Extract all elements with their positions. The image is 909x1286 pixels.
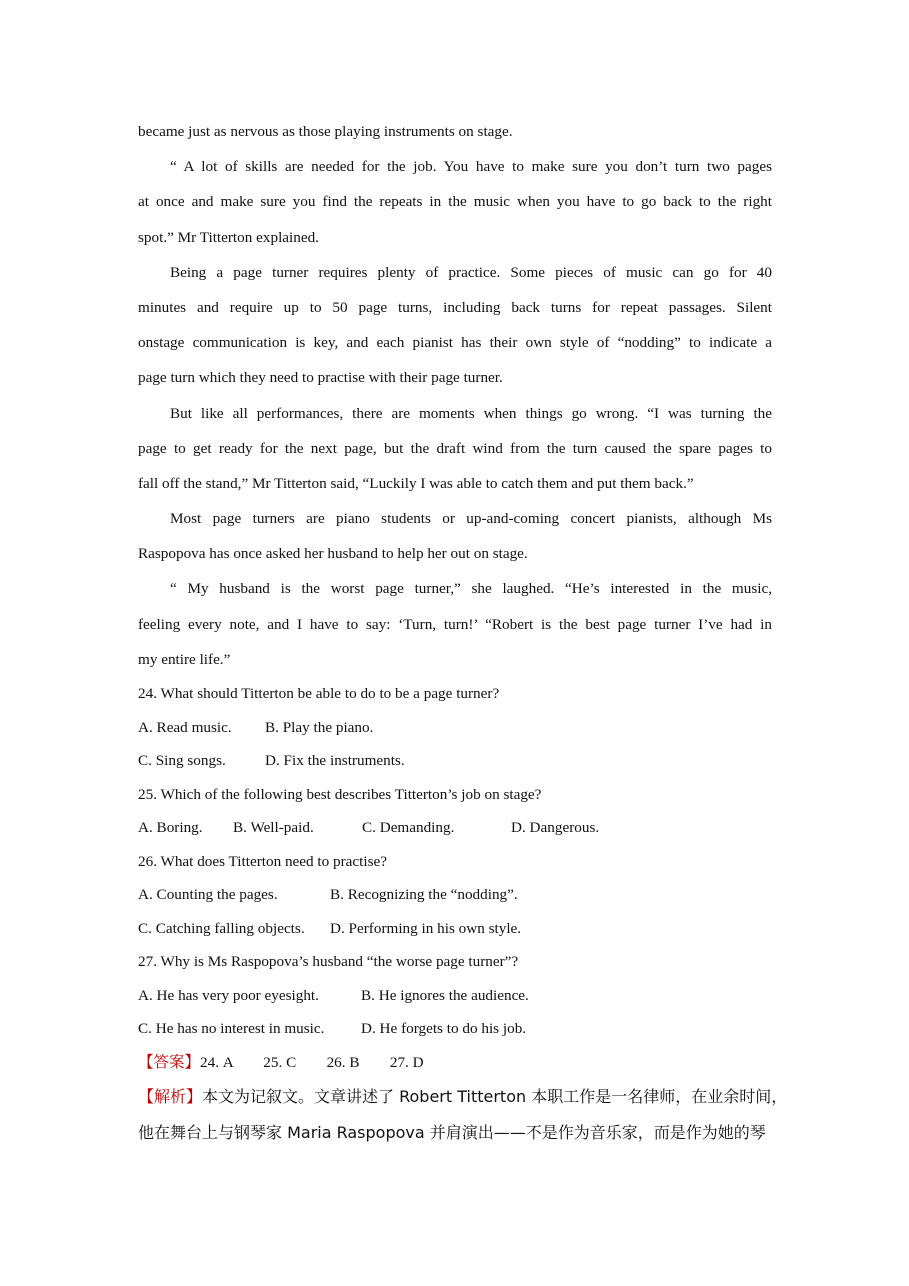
option-a[interactable]: A. Read music. [138,718,232,736]
option-b[interactable]: B. Recognizing the “nodding”. [330,886,518,903]
option-row [138,1012,772,1046]
question-stem: 24. What should Titterton be able to do to be a page turner? [138,685,500,702]
option-row [138,744,772,778]
option-row [138,811,772,845]
option-d[interactable]: D. Fix the instruments. [265,752,405,769]
option-row [138,912,772,946]
option-row [138,711,772,745]
paragraph [138,114,772,149]
answer-text: 24. A 25. C 26. B 27. D [200,1053,424,1071]
option-c[interactable]: C. Demanding. [362,819,455,836]
paragraph-line: Raspopova has once asked her husband to help her out on stage. [138,545,528,563]
reading-passage [138,114,772,677]
paragraph-line: minutes and require up to 50 page turns, including back turns for repeat passages. Silent [138,298,772,316]
option-b[interactable]: B. Well-paid. [233,819,314,836]
paragraph-line: “ A lot of skills are needed for the job. You have to make sure you don’t turn two pages [170,158,772,176]
option-d[interactable]: D. Performing in his own style. [330,919,522,937]
answer-tag: 【答案】 [138,1052,201,1071]
paragraph-line: spot.” Mr Titterton explained. [138,228,319,246]
option-a[interactable]: A. Boring. [138,819,203,836]
option-b[interactable]: B. Play the piano. [265,718,374,736]
paragraph-line: at once and make sure you find the repeats in the music when you have to go back to the right [138,193,772,211]
option-c[interactable]: C. Catching falling objects. [138,919,305,937]
paragraph-line: “ My husband is the worst page turner,” she laughed. “He’s interested in the music, [170,580,772,598]
paragraph-line: Being a page turner requires plenty of practice. Some pieces of music can go for 40 [170,263,772,281]
analysis-text-1: 本文为记叙文。文章讲述了 Robert Titterton 本职工作是一名律师，在业余时间， [202,1087,788,1106]
document-page [138,114,788,1151]
paragraph-line: onstage communication is key, and each pianist has their own style of “nodding” to indicate a [138,334,772,352]
option-d[interactable]: D. Dangerous. [511,819,600,836]
paragraph-line: But like all performances, there are moments when things go wrong. “I was turning the [170,404,772,422]
question-stem: 27. Why is Ms Raspopova’s husband “the worse page turner”? [138,953,519,970]
paragraph-line: my entire life.” [138,650,231,668]
question-list [138,677,772,1046]
paragraph-line: page turn which they need to practise with their page turner. [138,369,503,387]
paragraph [138,149,772,255]
option-d[interactable]: D. He forgets to do his job. [361,1020,527,1037]
option-a[interactable]: A. Counting the pages. [138,886,278,903]
paragraph-line: feeling every note, and I have to say: ‘Turn, turn!’ “Robert is the best page turner I’ve had in [138,615,772,633]
paragraph-line: page to get ready for the next page, but the draft wind from the turn caused the spare pages to [138,439,772,457]
analysis-tag: 【解析】 [138,1087,203,1106]
answer-line [138,1046,772,1080]
paragraph [138,501,772,571]
question-stem: 25. Which of the following best describes Titterton’s job on stage? [138,785,542,803]
option-row [138,979,772,1013]
paragraph-line: Most page turners are piano students or up-and-coming concert pianists, although Ms [170,510,772,528]
analysis-line-1 [138,1079,788,1115]
option-b[interactable]: B. He ignores the audience. [361,986,529,1004]
option-row [138,878,772,912]
paragraph-line: became just as nervous as those playing instruments on stage. [138,123,513,140]
analysis-line-2: 他在舞台上与钢琴家 Maria Raspopova 并肩演出——不是作为音乐家，而是作为她的琴 [138,1123,766,1142]
option-c[interactable]: C. He has no interest in music. [138,1020,325,1037]
option-c[interactable]: C. Sing songs. [138,752,226,769]
paragraph [138,571,772,677]
paragraph [138,255,772,396]
question-stem: 26. What does Titterton need to practise? [138,852,387,870]
option-a[interactable]: A. He has very poor eyesight. [138,986,319,1004]
paragraph [138,396,772,502]
paragraph-line: fall off the stand,” Mr Titterton said, “Luckily I was able to catch them and put them back.” [138,474,694,492]
